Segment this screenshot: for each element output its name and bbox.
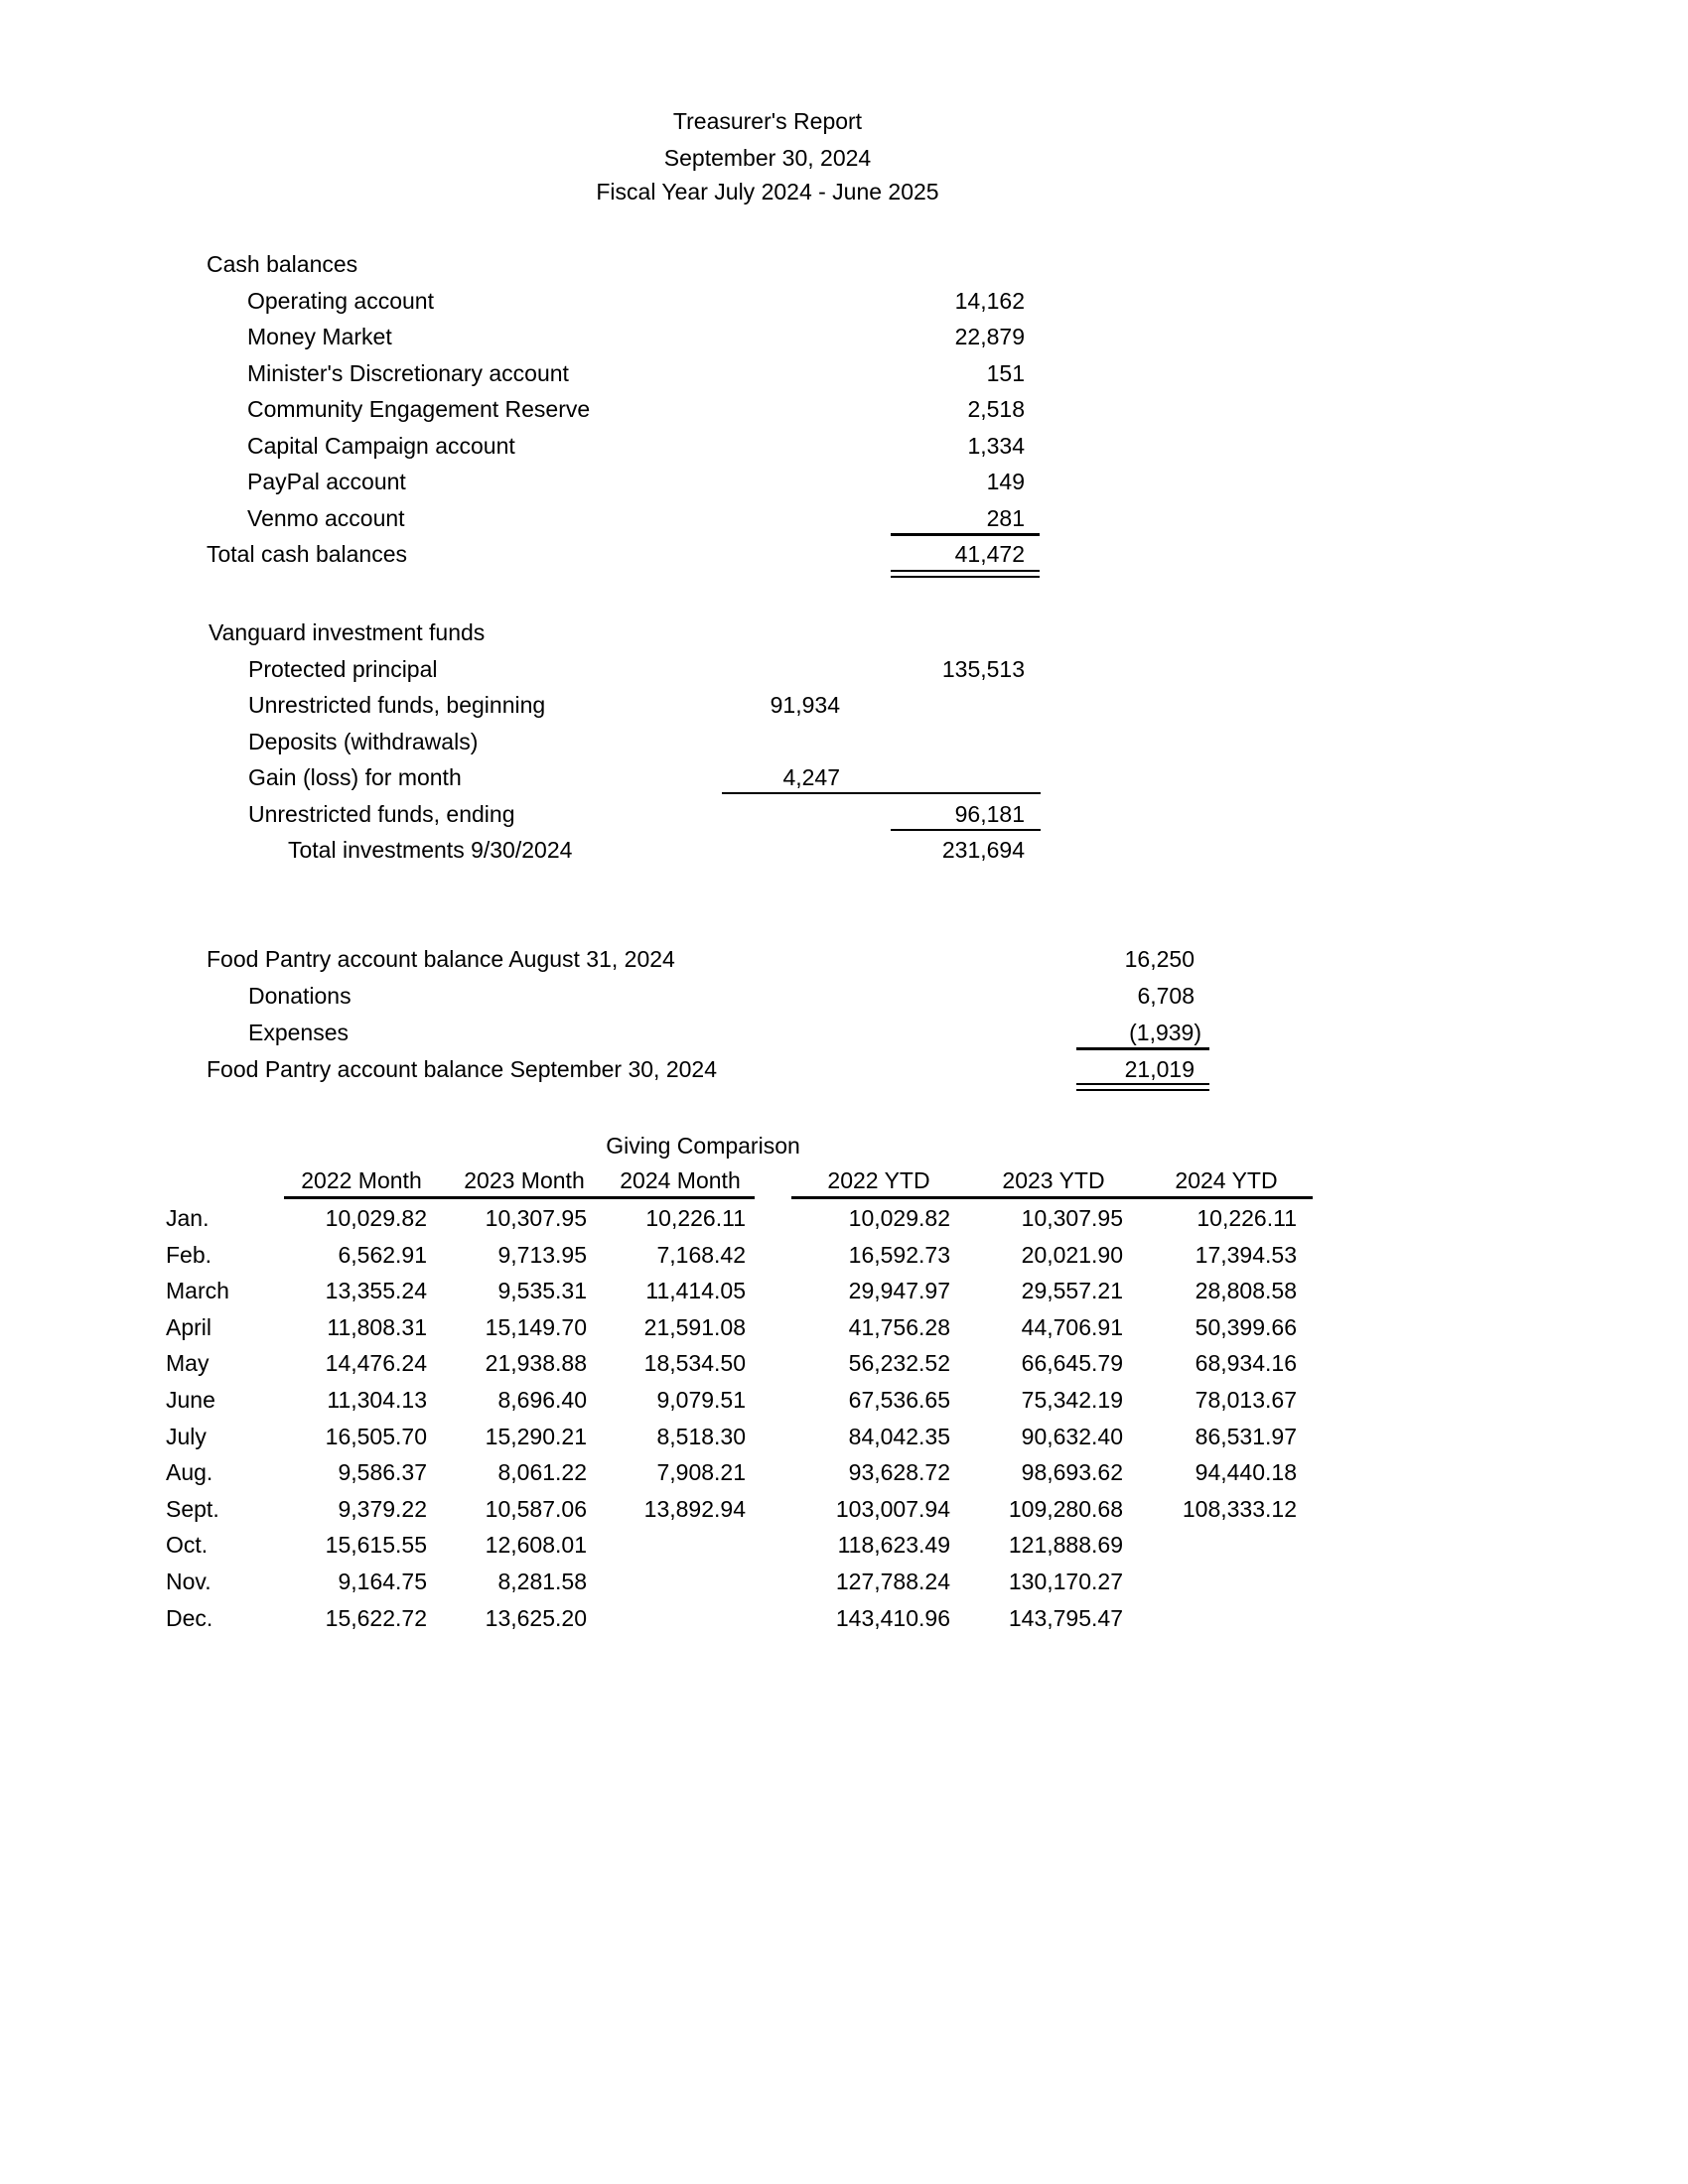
cash-item-value: 281 [986, 505, 1025, 531]
month-label: Sept. [166, 1496, 219, 1522]
cash-item-value: 22,879 [954, 324, 1025, 349]
table-cell: 109,280.68 [1008, 1496, 1123, 1522]
column-header: 2022 Month [301, 1167, 422, 1193]
subtotal-rule [891, 533, 1040, 536]
table-cell: 41,756.28 [848, 1314, 950, 1340]
cash-total-value: 41,472 [954, 541, 1025, 567]
expenses-value: (1,939) [1129, 1020, 1201, 1045]
total-investments-value: 231,694 [941, 837, 1025, 863]
cash-item-value: 149 [986, 469, 1025, 494]
cash-item-label: Community Engagement Reserve [247, 396, 591, 422]
table-cell: 143,410.96 [835, 1605, 950, 1631]
table-cell: 7,168.42 [656, 1242, 746, 1268]
unrestricted-beginning-value: 91,934 [770, 692, 840, 718]
double-rule-bottom [1076, 1089, 1209, 1091]
table-cell [1098, 1533, 1297, 1557]
unrestricted-ending-label: Unrestricted funds, ending [248, 801, 515, 827]
table-cell: 10,226.11 [1196, 1205, 1297, 1231]
table-cell: 127,788.24 [835, 1569, 950, 1594]
table-cell: 68,934.16 [1195, 1350, 1297, 1376]
vanguard-heading: Vanguard investment funds [209, 619, 486, 645]
table-cell: 67,536.65 [848, 1387, 950, 1413]
month-label: Nov. [166, 1569, 211, 1594]
table-cell: 11,414.05 [645, 1278, 746, 1303]
month-label: Dec. [166, 1605, 213, 1631]
donations-value: 6,708 [1137, 983, 1195, 1009]
cash-item-value: 1,334 [967, 433, 1025, 459]
subtotal-rule [1076, 1047, 1209, 1050]
table-cell: 9,164.75 [338, 1569, 427, 1594]
table-cell [547, 1533, 746, 1557]
table-cell [1098, 1606, 1297, 1630]
table-cell: 10,587.06 [485, 1496, 587, 1522]
table-cell: 121,888.69 [1008, 1532, 1123, 1558]
table-cell: 10,029.82 [848, 1205, 950, 1231]
month-label: Feb. [166, 1242, 212, 1268]
table-cell: 13,625.20 [485, 1605, 587, 1631]
header-rule-monthly [284, 1196, 755, 1199]
table-cell: 13,892.94 [643, 1496, 746, 1522]
month-label: May [166, 1350, 210, 1376]
food-pantry-opening-label: Food Pantry account balance August 31, 2024 [207, 946, 675, 972]
cash-balances-heading: Cash balances [207, 251, 358, 277]
cash-item-label: Capital Campaign account [247, 433, 515, 459]
table-cell: 44,706.91 [1021, 1314, 1123, 1340]
cash-item-label: Money Market [247, 324, 392, 349]
month-label: April [166, 1314, 212, 1340]
giving-comparison-title: Giving Comparison [606, 1133, 800, 1159]
cash-item-value: 2,518 [967, 396, 1025, 422]
table-cell: 9,535.31 [497, 1278, 587, 1303]
header-rule-ytd [791, 1196, 1313, 1199]
total-investments-label: Total investments 9/30/2024 [288, 837, 573, 863]
table-cell: 16,592.73 [848, 1242, 950, 1268]
unrestricted-ending-value: 96,181 [954, 801, 1025, 827]
column-header: 2024 Month [620, 1167, 741, 1193]
column-header: 2022 YTD [827, 1167, 930, 1193]
expenses-label: Expenses [248, 1020, 350, 1045]
month-label: July [166, 1424, 207, 1449]
table-cell: 6,562.91 [338, 1242, 427, 1268]
cash-total-label: Total cash balances [207, 541, 408, 567]
unrestricted-beginning-label: Unrestricted funds, beginning [248, 692, 546, 718]
cash-item-label: Operating account [247, 288, 434, 314]
table-cell: 9,586.37 [338, 1459, 427, 1485]
table-cell: 8,696.40 [497, 1387, 587, 1413]
table-cell: 93,628.72 [848, 1459, 950, 1485]
month-label: Jan. [166, 1205, 210, 1231]
table-cell: 12,608.01 [485, 1532, 587, 1558]
table-cell: 14,476.24 [325, 1350, 427, 1376]
food-pantry-closing-value: 21,019 [1124, 1056, 1195, 1082]
table-cell: 11,304.13 [327, 1387, 427, 1413]
report-title: Treasurer's Report [672, 108, 863, 134]
table-cell [547, 1606, 746, 1630]
table-cell: 10,307.95 [1021, 1205, 1123, 1231]
subtotal-rule [722, 792, 1041, 794]
table-cell: 10,029.82 [325, 1205, 427, 1231]
table-cell: 16,505.70 [325, 1424, 427, 1449]
cash-item-value: 14,162 [954, 288, 1025, 314]
month-label: March [166, 1278, 229, 1303]
table-cell: 9,079.51 [656, 1387, 746, 1413]
cash-item-label: Venmo account [247, 505, 405, 531]
table-cell: 21,591.08 [643, 1314, 746, 1340]
cash-item-label: Minister's Discretionary account [247, 360, 569, 386]
table-cell: 15,622.72 [325, 1605, 427, 1631]
gain-loss-value: 4,247 [782, 764, 840, 790]
table-cell: 94,440.18 [1195, 1459, 1297, 1485]
table-cell: 9,713.95 [497, 1242, 587, 1268]
table-cell: 98,693.62 [1021, 1459, 1123, 1485]
table-cell: 75,342.19 [1021, 1387, 1123, 1413]
table-cell: 118,623.49 [837, 1532, 950, 1558]
table-cell: 20,021.90 [1021, 1242, 1123, 1268]
month-label: June [166, 1387, 215, 1413]
column-header: 2024 YTD [1175, 1167, 1278, 1193]
protected-principal-value: 135,513 [941, 656, 1025, 682]
table-cell: 28,808.58 [1195, 1278, 1297, 1303]
table-cell: 7,908.21 [656, 1459, 746, 1485]
table-cell: 130,170.27 [1008, 1569, 1123, 1594]
double-rule-top [891, 570, 1040, 572]
table-cell [547, 1570, 746, 1593]
table-cell [1098, 1570, 1297, 1593]
cash-item-value: 151 [986, 360, 1025, 386]
column-header: 2023 Month [464, 1167, 585, 1193]
table-cell: 90,632.40 [1021, 1424, 1123, 1449]
report-date: September 30, 2024 [663, 145, 872, 171]
table-cell: 8,518.30 [656, 1424, 746, 1449]
double-rule-bottom [891, 576, 1040, 578]
table-cell: 15,149.70 [485, 1314, 587, 1340]
month-label: Aug. [166, 1459, 213, 1485]
subtotal-rule [891, 829, 1041, 831]
table-cell: 17,394.53 [1195, 1242, 1297, 1268]
table-cell: 15,615.55 [325, 1532, 427, 1558]
gain-loss-label: Gain (loss) for month [248, 764, 462, 790]
deposits-label: Deposits (withdrawals) [248, 729, 479, 754]
table-cell: 86,531.97 [1195, 1424, 1297, 1449]
table-cell: 103,007.94 [835, 1496, 950, 1522]
table-cell: 50,399.66 [1195, 1314, 1297, 1340]
deposits-value [641, 730, 840, 753]
food-pantry-closing-label: Food Pantry account balance September 30, 2024 [207, 1056, 718, 1082]
table-cell: 29,947.97 [848, 1278, 950, 1303]
table-cell: 84,042.35 [848, 1424, 950, 1449]
table-cell: 8,061.22 [497, 1459, 587, 1485]
table-cell: 9,379.22 [338, 1496, 427, 1522]
table-cell: 13,355.24 [325, 1278, 427, 1303]
protected-principal-label: Protected principal [248, 656, 438, 682]
table-cell: 56,232.52 [848, 1350, 950, 1376]
table-cell: 10,307.95 [485, 1205, 587, 1231]
table-cell: 143,795.47 [1008, 1605, 1123, 1631]
table-cell: 11,808.31 [327, 1314, 427, 1340]
table-cell: 66,645.79 [1021, 1350, 1123, 1376]
food-pantry-opening-value: 16,250 [1124, 946, 1195, 972]
donations-label: Donations [248, 983, 352, 1009]
cash-item-label: PayPal account [247, 469, 406, 494]
table-cell: 29,557.21 [1021, 1278, 1123, 1303]
table-cell: 8,281.58 [497, 1569, 587, 1594]
fiscal-year: Fiscal Year July 2024 - June 2025 [596, 179, 939, 205]
column-header: 2023 YTD [1002, 1167, 1105, 1193]
table-cell: 108,333.12 [1182, 1496, 1297, 1522]
table-cell: 15,290.21 [485, 1424, 587, 1449]
month-label: Oct. [166, 1532, 209, 1558]
table-cell: 10,226.11 [645, 1205, 746, 1231]
table-cell: 18,534.50 [643, 1350, 746, 1376]
table-cell: 21,938.88 [485, 1350, 587, 1376]
table-cell: 78,013.67 [1195, 1387, 1297, 1413]
double-rule-top [1076, 1083, 1209, 1085]
